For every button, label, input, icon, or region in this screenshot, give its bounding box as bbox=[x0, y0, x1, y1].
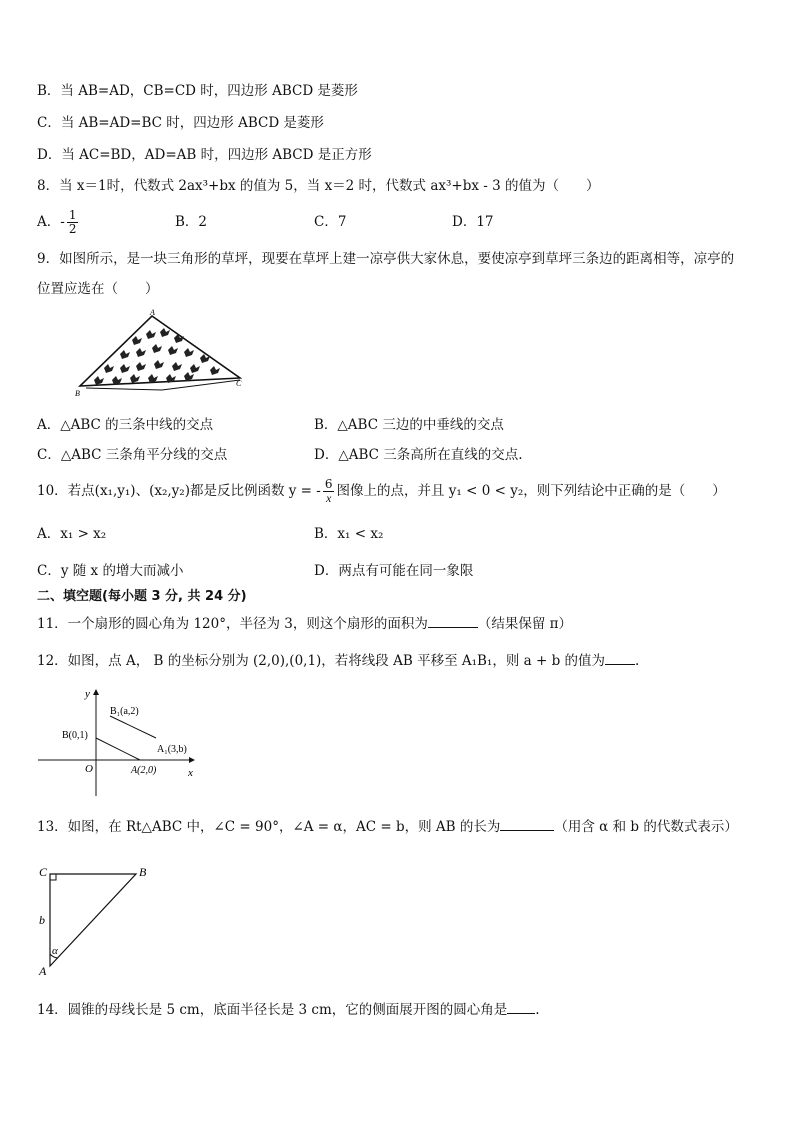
q14-stem-pre: 14．圆锥的母线长是 5 cm，底面半径长是 3 cm，它的侧面展开图的圆心角是 bbox=[37, 1002, 508, 1018]
q8-option-a-prefix: A．- bbox=[37, 214, 65, 230]
q10-numerator: 6 bbox=[324, 477, 333, 491]
q10-option-d: D．两点有可能在同一象限 bbox=[314, 563, 474, 579]
x-axis-label: x bbox=[188, 767, 193, 779]
q13-stem-post: （用含 α 和 b 的代数式表示） bbox=[554, 819, 738, 835]
q14-answer-blank[interactable] bbox=[507, 999, 535, 1014]
right-angle-mark bbox=[50, 874, 56, 880]
q8-option-a bbox=[37, 204, 80, 240]
q9-option-a: A．△ABC 的三条中线的交点 bbox=[37, 417, 214, 433]
point-a1-label: A₁(3,b) bbox=[157, 744, 187, 755]
q10-stem-post: 图像上的点，并且 y₁ < 0 < y₂，则下列结论中正确的是（ ） bbox=[336, 483, 726, 499]
y-axis-label: y bbox=[85, 688, 90, 700]
q14-stem bbox=[37, 999, 540, 1019]
q12-stem-pre: 12．如图，点 A， B 的坐标分别为 (2,0),(0,1)，若将线段 AB 平移至 A₁B₁，则 a + b 的值为 bbox=[37, 653, 606, 669]
q10-option-c: C．y 随 x 的增大而减小 bbox=[37, 563, 184, 579]
q13-answer-blank[interactable] bbox=[500, 816, 554, 831]
q11-answer-blank[interactable] bbox=[428, 613, 478, 628]
vertex-a-label: A bbox=[39, 964, 47, 978]
q10-option-b: B．x₁ < x₂ bbox=[314, 526, 384, 542]
right-triangle bbox=[50, 874, 136, 966]
q12-answer-blank[interactable] bbox=[605, 650, 635, 665]
point-b-label: B(0,1) bbox=[62, 730, 88, 741]
vertex-c-label: C bbox=[39, 865, 48, 879]
q8-a-denominator: 2 bbox=[68, 222, 77, 236]
q9-vertex-b-label: B bbox=[75, 389, 80, 398]
q9-vertex-c-label: C bbox=[236, 379, 242, 388]
q12-stem bbox=[37, 650, 639, 670]
q9-option-b: B．△ABC 三边的中垂线的交点 bbox=[314, 417, 504, 433]
q9-option-d: D．△ABC 三条高所在直线的交点. bbox=[314, 447, 523, 463]
segment-a1b1 bbox=[110, 716, 156, 738]
q14-stem-post: . bbox=[535, 1002, 540, 1018]
q8-option-a-fraction bbox=[67, 209, 79, 236]
q10-fraction bbox=[323, 478, 335, 505]
point-a-label: A(2,0) bbox=[131, 765, 157, 776]
q7-option-c: C．当 AB=AD=BC 时，四边形 ABCD 是菱形 bbox=[37, 115, 324, 131]
q9-stem-line1: 9．如图所示，是一块三角形的草坪，现要在草坪上建一凉亭供大家休息，要使凉亭到草坪三条边的距离相等，凉亭的 bbox=[37, 251, 735, 267]
vertex-b-label: B bbox=[139, 865, 147, 879]
q11-stem-pre: 11．一个扇形的圆心角为 120°，半径为 3，则这个扇形的面积为 bbox=[37, 616, 428, 632]
q9-stem-line2: 位置应选在（ ） bbox=[37, 281, 159, 297]
q8-option-b: B．2 bbox=[175, 214, 208, 230]
origin-label: O bbox=[85, 763, 93, 775]
grass-pattern bbox=[94, 328, 220, 385]
q10-option-a: A．x₁ > x₂ bbox=[37, 526, 107, 542]
q8-option-c: C．7 bbox=[314, 214, 347, 230]
section-fill-in-heading: 二、填空题(每小题 3 分, 共 24 分) bbox=[37, 589, 247, 604]
side-b-label: b bbox=[39, 913, 45, 927]
q13-stem-pre: 13．如图，在 Rt△ABC 中，∠C = 90°，∠A = α，AC = b，则 AB 的长为 bbox=[37, 819, 501, 835]
q9-lawn-triangle-figure bbox=[72, 308, 252, 400]
q11-stem-post: （结果保留 π） bbox=[477, 616, 573, 632]
q12-stem-post: . bbox=[635, 653, 640, 669]
q7-option-d: D．当 AC=BD，AD=AB 时，四边形 ABCD 是正方形 bbox=[37, 147, 372, 163]
q9-vertex-a-label: A bbox=[150, 308, 155, 317]
q10-stem-pre: 10．若点(x₁,y₁)、(x₂,y₂)都是反比例函数 y = - bbox=[37, 483, 321, 499]
angle-alpha-label: α bbox=[52, 945, 58, 957]
q8-option-d: D．17 bbox=[452, 214, 494, 230]
segment-ab bbox=[96, 738, 140, 760]
q13-right-triangle-figure bbox=[36, 862, 160, 978]
q10-stem bbox=[37, 473, 726, 509]
q10-denominator: x bbox=[326, 491, 332, 505]
q13-stem bbox=[37, 816, 738, 836]
point-b1-label: B₁(a,2) bbox=[110, 706, 139, 717]
q12-coordinate-figure bbox=[36, 686, 204, 798]
q7-option-b: B．当 AB=AD，CB=CD 时，四边形 ABCD 是菱形 bbox=[37, 83, 358, 99]
q9-option-c: C．△ABC 三条角平分线的交点 bbox=[37, 447, 228, 463]
q11-stem bbox=[37, 613, 572, 633]
q8-a-numerator: 1 bbox=[68, 208, 77, 222]
q8-stem: 8．当 x＝1时，代数式 2ax³+bx 的值为 5，当 x＝2 时，代数式 ax³+bx - 3 的值为（ ） bbox=[37, 178, 600, 194]
